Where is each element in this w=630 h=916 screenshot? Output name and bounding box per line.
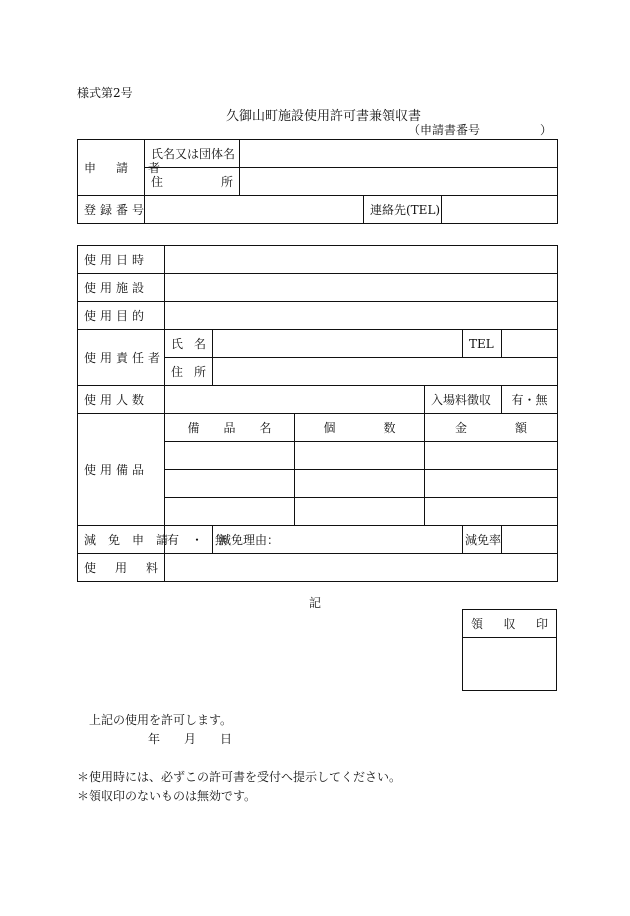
permit-statement: 上記の使用を許可します。 (89, 713, 233, 727)
equipment-label: 使用備品 (78, 414, 165, 526)
responsible-name-field[interactable] (213, 330, 463, 358)
exemption-label: 減 免 申 請 (78, 526, 165, 554)
equipment-name-header: 備 品 名 (165, 414, 295, 442)
admission-fee-label: 入場料徴収 (425, 386, 502, 414)
equipment-qty-cell[interactable] (295, 442, 425, 470)
equipment-name-cell[interactable] (165, 470, 295, 498)
application-number-label: （申請書番号 (408, 123, 481, 137)
responsible-address-field[interactable] (213, 358, 558, 386)
equipment-amount-cell[interactable] (425, 442, 558, 470)
responsible-address-label: 住 所 (165, 358, 213, 386)
exemption-option[interactable]: 有 ・ 無 (165, 526, 213, 554)
applicant-label: 申 請 者 (78, 140, 145, 196)
usage-purpose-field[interactable] (165, 302, 558, 330)
equipment-name-cell[interactable] (165, 442, 295, 470)
registration-number-field[interactable] (145, 196, 364, 224)
usage-table (77, 245, 558, 582)
equipment-name-cell[interactable] (165, 498, 295, 526)
applicant-name-field[interactable] (240, 140, 558, 168)
usage-date-field[interactable] (165, 246, 558, 274)
document-title: 久御山町施設使用許可書兼領収書 (226, 109, 422, 124)
responsible-tel-field[interactable] (502, 330, 558, 358)
note-ki: 記 (309, 596, 322, 610)
exemption-rate-field[interactable] (502, 526, 558, 554)
receipt-stamp-area[interactable] (463, 638, 557, 691)
permit-date (148, 730, 232, 747)
equipment-amount-cell[interactable] (425, 498, 558, 526)
permit-day: 日 (220, 732, 233, 746)
equipment-qty-header: 個 数 (295, 414, 425, 442)
equipment-qty-cell[interactable] (295, 470, 425, 498)
form-number: 様式第2号 (77, 86, 133, 100)
applicant-name-label: 氏名又は団体名 (145, 140, 240, 168)
application-number-close: ） (540, 123, 553, 137)
usage-date-label: 使用日時 (78, 246, 165, 274)
exemption-rate-label: 減免率 (463, 526, 502, 554)
usage-facility-field[interactable] (165, 274, 558, 302)
usage-fee-label: 使 用 料 (78, 554, 165, 582)
applicant-address-label: 住 所 (145, 168, 240, 196)
receipt-stamp-label: 領 収 印 (463, 610, 557, 638)
responsible-person-label: 使用責任者 (78, 330, 165, 386)
contact-label: 連絡先(TEL) (364, 196, 442, 224)
registration-number-label: 登録番号 (78, 196, 145, 224)
equipment-amount-cell[interactable] (425, 470, 558, 498)
usage-purpose-label: 使用目的 (78, 302, 165, 330)
admission-fee-option[interactable]: 有・無 (502, 386, 558, 414)
usage-fee-field[interactable] (165, 554, 558, 582)
equipment-qty-cell[interactable] (295, 498, 425, 526)
equipment-amount-header: 金 額 (425, 414, 558, 442)
applicant-table (77, 139, 558, 224)
application-number (408, 121, 552, 138)
receipt-stamp-box (462, 609, 557, 691)
note-present-permit: ＊使用時には、必ずこの許可書を受付へ提示してください。 (77, 770, 402, 784)
attendance-field[interactable] (165, 386, 425, 414)
permit-month: 月 (184, 732, 197, 746)
responsible-tel-label: TEL (463, 330, 502, 358)
exemption-reason-label: 減免理由： (219, 533, 280, 547)
note-invalid-without-stamp: ＊領収印のないものは無効です。 (77, 789, 257, 803)
usage-facility-label: 使用施設 (78, 274, 165, 302)
permit-year: 年 (148, 732, 161, 746)
responsible-name-label: 氏 名 (165, 330, 213, 358)
applicant-address-field[interactable] (240, 168, 558, 196)
contact-field[interactable] (442, 196, 558, 224)
exemption-reason-field[interactable] (213, 526, 463, 554)
attendance-label: 使用人数 (78, 386, 165, 414)
